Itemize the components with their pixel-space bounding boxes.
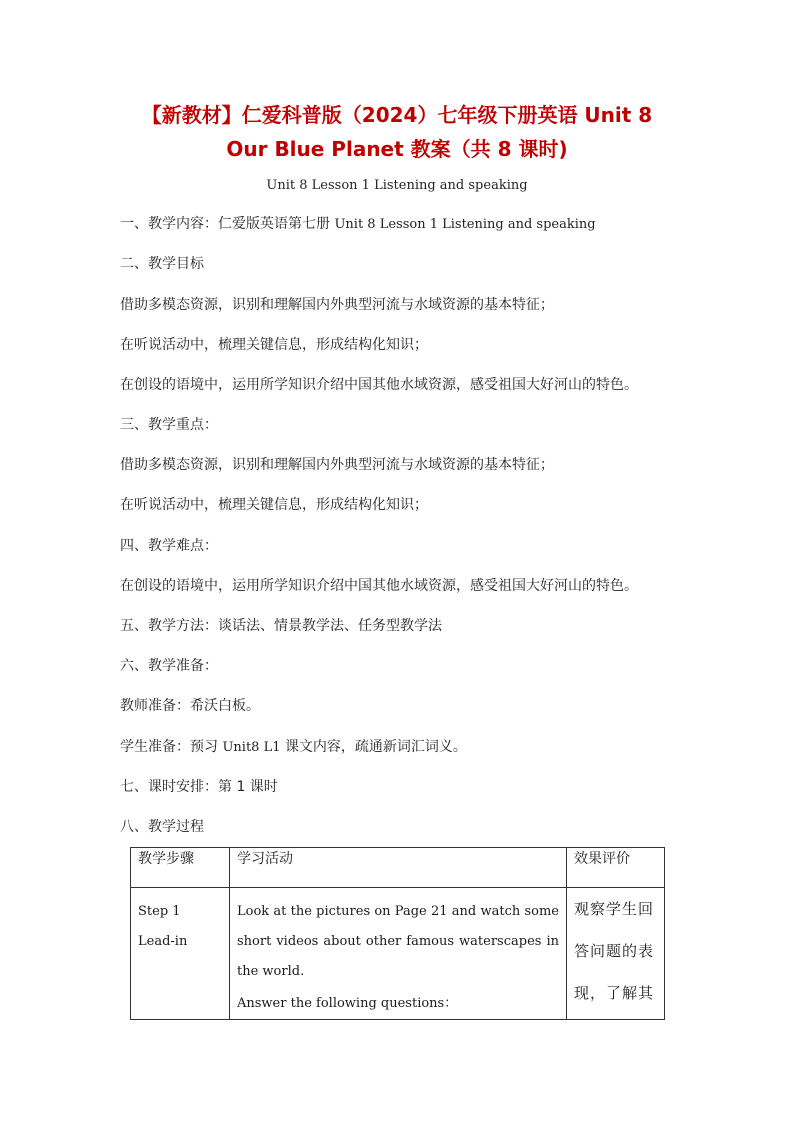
table-row bbox=[131, 888, 665, 1020]
document-title-line-1: 【新教材】仁爱科普版（2024）七年级下册英语 Unit 8 bbox=[141, 103, 653, 127]
key-point-2: 在听说活动中，梳理关键信息，形成结构化知识； bbox=[120, 497, 428, 513]
goals-heading: 二、教学目标 bbox=[120, 256, 204, 272]
difficulty-1: 在创设的语境中，运用所学知识介绍中国其他水域资源，感受祖国大好河山的特色。 bbox=[120, 578, 638, 594]
student-preparation-a: 学生准备：预习 bbox=[120, 739, 218, 755]
goal-3: 在创设的语境中，运用所学知识介绍中国其他水域资源，感受祖国大好河山的特色。 bbox=[120, 377, 638, 393]
activity-cell bbox=[230, 888, 567, 1020]
student-preparation bbox=[120, 737, 467, 758]
teaching-content-label: 一、教学内容：仁爱版英语第七册 bbox=[120, 216, 330, 232]
teaching-methods: 五、教学方法：谈话法、情景教学法、任务型教学法 bbox=[120, 618, 442, 634]
evaluation-cell: 观察学生回答问题的表现，了解其 bbox=[567, 888, 665, 1020]
process-heading: 八、教学过程 bbox=[120, 819, 204, 835]
teaching-content bbox=[120, 214, 596, 235]
goal-1: 借助多模态资源，识别和理解国内外典型河流与水域资源的基本特征； bbox=[120, 297, 554, 313]
step-cell bbox=[131, 888, 230, 1020]
activity-text: Look at the pictures on Page 21 and watch some short videos about other famous waterscapes in the world. bbox=[237, 904, 559, 979]
step-name: Lead-in bbox=[138, 934, 188, 949]
teaching-process-table bbox=[130, 847, 665, 1020]
student-preparation-en: Unit8 L1 bbox=[222, 740, 281, 755]
goal-2: 在听说活动中，梳理关键信息，形成结构化知识； bbox=[120, 337, 428, 353]
header-activity: 学习活动 bbox=[230, 848, 567, 888]
key-point-1: 借助多模态资源，识别和理解国内外典型河流与水域资源的基本特征； bbox=[120, 457, 554, 473]
step-number: Step 1 bbox=[138, 904, 181, 919]
difficulties-heading: 四、教学难点： bbox=[120, 538, 218, 554]
class-schedule: 七、课时安排：第 1 课时 bbox=[120, 779, 278, 795]
key-points-heading: 三、教学重点： bbox=[120, 417, 218, 433]
student-preparation-b: 课文内容，疏通新词汇词义。 bbox=[284, 739, 467, 755]
document-title-line-2: Our Blue Planet 教案（共 8 课时) bbox=[226, 137, 568, 161]
table-header-row bbox=[131, 848, 665, 888]
preparation-heading: 六、教学准备： bbox=[120, 658, 218, 674]
activity-question-prompt: Answer the following questions： bbox=[237, 996, 458, 1011]
header-evaluation: 效果评价 bbox=[567, 848, 665, 888]
teacher-preparation: 教师准备：希沃白板。 bbox=[120, 698, 260, 714]
lesson-subtitle: Unit 8 Lesson 1 Listening and speaking bbox=[266, 178, 528, 193]
teaching-content-en: Unit 8 Lesson 1 Listening and speaking bbox=[334, 217, 596, 232]
header-step: 教学步骤 bbox=[131, 848, 230, 888]
